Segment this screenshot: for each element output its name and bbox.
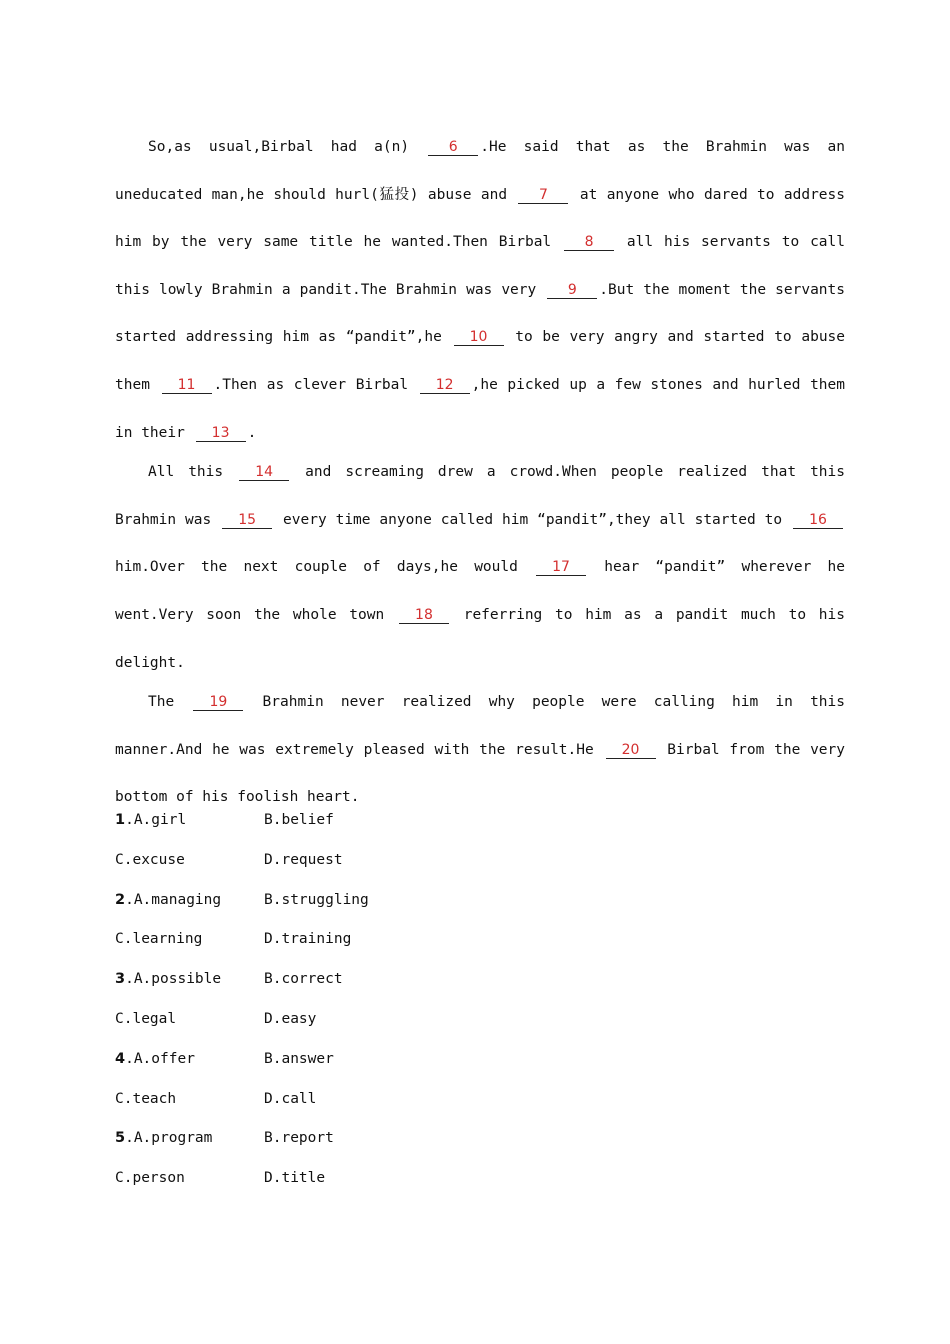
answer-blank[interactable]: 7 xyxy=(518,187,568,204)
passage-text: Brahmin never realized why people were calling him in this manner.And he was extremely pleased with the result.He xyxy=(115,694,845,758)
option-a[interactable] xyxy=(115,1130,264,1170)
answer-blank[interactable]: 15 xyxy=(222,512,272,529)
passage-text: all his servants to call this lowly Brahmin a pandit.The Brahmin was very xyxy=(115,234,845,298)
question-dot: . xyxy=(125,971,134,988)
options-list xyxy=(115,812,369,1210)
option-c[interactable]: C.excuse xyxy=(115,851,185,868)
answer-blank[interactable]: 13 xyxy=(196,425,246,442)
option-a-text: A.program xyxy=(133,1130,213,1147)
answer-blank[interactable]: 11 xyxy=(162,377,212,394)
question-dot: . xyxy=(125,1130,134,1147)
option-b[interactable]: B.correct xyxy=(264,971,343,988)
option-b[interactable]: B.report xyxy=(264,1130,334,1147)
question-number: 2 xyxy=(115,891,126,908)
answer-blank[interactable]: 12 xyxy=(420,377,470,394)
passage-text: ,he picked up a few stones and hurled them in their xyxy=(115,376,845,441)
option-a-text: A.managing xyxy=(133,891,222,908)
option-d[interactable]: D.easy xyxy=(264,1010,317,1027)
option-a-text: A.possible xyxy=(133,971,222,988)
passage-text: and screaming drew a crowd.When people realized that this Brahmin was xyxy=(115,464,845,528)
option-row xyxy=(115,1091,369,1131)
passage-text: .But the moment the servants started addressing him as “pandit”,he xyxy=(115,281,845,346)
passage-text: at anyone who dared to address him by the very same title he wanted.Then Birbal xyxy=(115,186,845,251)
paragraph xyxy=(115,449,845,687)
question-number: 1 xyxy=(115,812,126,828)
option-row xyxy=(115,892,369,932)
answer-blank[interactable]: 9 xyxy=(547,282,597,299)
answer-blank[interactable]: 8 xyxy=(564,234,614,251)
question-number: 4 xyxy=(115,1050,126,1067)
passage-text: hear “pandit” wherever he went.Very soon the whole town xyxy=(115,559,845,623)
option-a[interactable] xyxy=(115,1051,264,1091)
passage-text: .He said that as the Brahmin was an uneducated man,he should hurl(猛投) abuse and xyxy=(115,139,845,203)
passage-text: him.Over the next couple of days,he would xyxy=(115,559,535,576)
option-a-text: A.girl xyxy=(133,812,187,828)
paragraph xyxy=(115,679,845,822)
passage-text: to be very angry and started to abuse them xyxy=(115,329,846,393)
option-b[interactable]: B.struggling xyxy=(264,891,369,908)
option-a[interactable] xyxy=(115,971,264,1011)
question-number: 5 xyxy=(115,1130,126,1147)
passage-text: .Then as clever Birbal xyxy=(213,376,418,393)
option-a[interactable] xyxy=(115,892,264,932)
option-c[interactable]: C.teach xyxy=(115,1090,177,1107)
passage-text: every time anyone called him “pandit”,they all started to xyxy=(274,511,791,528)
passage xyxy=(115,124,845,822)
passage-text: The xyxy=(148,694,192,711)
answer-blank[interactable]: 20 xyxy=(606,742,656,759)
option-d[interactable]: D.training xyxy=(264,931,352,948)
option-row xyxy=(115,1170,369,1210)
answer-blank[interactable]: 17 xyxy=(536,559,586,576)
option-row xyxy=(115,1011,369,1051)
option-b[interactable]: B.answer xyxy=(264,1050,334,1067)
passage-text: referring to him as a pandit much to his delight. xyxy=(115,606,845,671)
question-dot: . xyxy=(125,891,134,908)
option-d[interactable]: D.title xyxy=(264,1170,326,1187)
paragraph xyxy=(115,124,845,457)
option-row xyxy=(115,971,369,1011)
option-row xyxy=(115,812,369,852)
answer-blank[interactable]: 16 xyxy=(793,512,843,529)
question-dot: . xyxy=(125,812,134,828)
passage-text: All this xyxy=(148,464,238,481)
question-number: 3 xyxy=(115,971,126,988)
option-row xyxy=(115,852,369,892)
option-a[interactable] xyxy=(115,812,264,852)
option-d[interactable]: D.call xyxy=(264,1090,317,1107)
answer-blank[interactable]: 14 xyxy=(239,464,289,481)
option-d[interactable]: D.request xyxy=(264,851,343,868)
option-c[interactable]: C.person xyxy=(115,1170,185,1187)
option-c[interactable]: C.learning xyxy=(115,931,203,948)
option-c[interactable]: C.legal xyxy=(115,1010,177,1027)
passage-text: So,as usual,Birbal had a(n) xyxy=(148,139,427,155)
passage-text: . xyxy=(247,424,257,441)
option-a-text: A.offer xyxy=(133,1050,195,1067)
answer-blank[interactable]: 19 xyxy=(193,694,243,711)
option-row xyxy=(115,1130,369,1170)
answer-blank[interactable]: 6 xyxy=(428,139,478,156)
answer-blank[interactable]: 10 xyxy=(454,329,504,346)
answer-blank[interactable]: 18 xyxy=(399,607,449,624)
question-dot: . xyxy=(125,1050,134,1067)
passage-text: Birbal from the very bottom of his foolish heart. xyxy=(115,741,846,806)
option-b[interactable]: B.belief xyxy=(264,812,334,828)
option-row xyxy=(115,1051,369,1091)
option-row xyxy=(115,931,369,971)
